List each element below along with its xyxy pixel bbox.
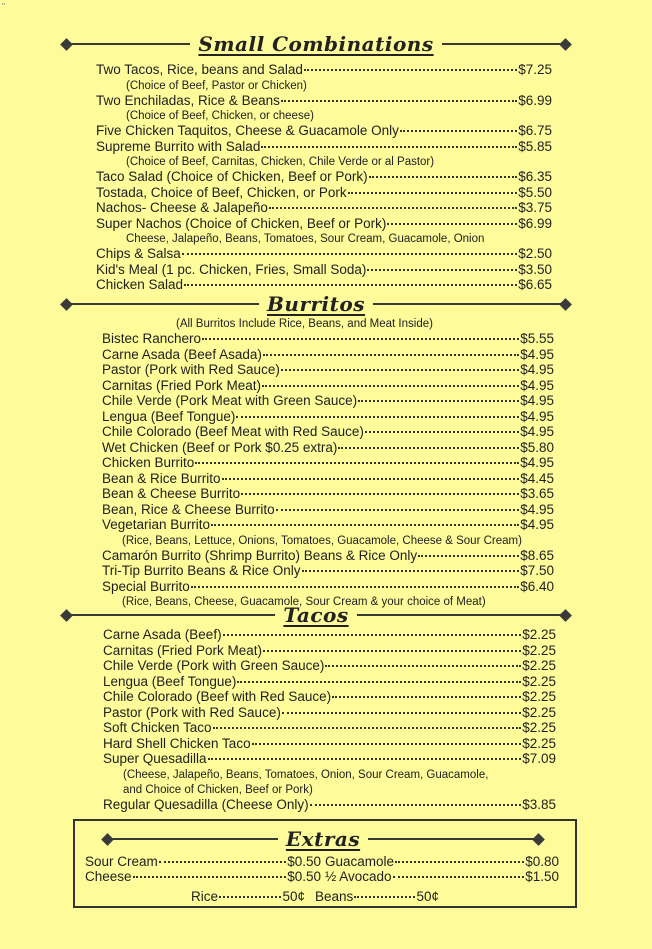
- item-name: Pastor (Pork with Red Sauce): [102, 362, 280, 377]
- item-name: Bean & Rice Burrito: [102, 470, 221, 486]
- divider-rule: [71, 614, 275, 616]
- diamond-right-icon: [559, 38, 572, 51]
- item-price: 50¢: [416, 889, 439, 904]
- item-name: Nachos- Cheese & Jalapeño: [96, 200, 268, 215]
- leader-dots: [418, 555, 519, 557]
- leader-dots: [237, 681, 521, 683]
- divider-rule: [442, 43, 561, 45]
- item-name: Vegetarian Burrito: [102, 517, 211, 532]
- item-note: and Choice of Chicken, Beef or Pork): [123, 783, 313, 796]
- leader-dots: [358, 400, 519, 402]
- menu-item: [102, 440, 554, 455]
- diamond-left-icon: [101, 833, 114, 846]
- item-price: $0.80: [525, 854, 559, 869]
- item-price: $6.65: [518, 277, 552, 292]
- section-title: Tacos: [283, 603, 349, 627]
- item-name: Guacamole: [325, 854, 395, 869]
- item-name: Rice: [191, 889, 219, 904]
- item-price: $8.65: [520, 547, 554, 563]
- item-note: (Choice of Beef, Pastor or Chicken): [126, 79, 307, 92]
- leader-dots: [310, 804, 522, 806]
- item-name: Bistec Ranchero: [102, 331, 202, 346]
- item-price: $6.99: [518, 215, 552, 231]
- menu-item: [96, 200, 552, 215]
- item-price: $6.75: [518, 123, 552, 138]
- leader-dots: [261, 146, 517, 148]
- item-price: $2.50: [518, 246, 552, 261]
- menu-item: [102, 347, 554, 362]
- leader-dots: [282, 712, 521, 714]
- menu-item: [103, 658, 556, 673]
- leader-dots: [332, 696, 521, 698]
- menu-item: [96, 123, 552, 138]
- divider-rule: [357, 614, 561, 616]
- item-name: Chile Verde (Pork with Green Sauce): [103, 658, 325, 673]
- item-price: $4.45: [520, 470, 554, 486]
- item-price: $4.95: [520, 362, 554, 377]
- item-name: Chicken Salad: [96, 277, 184, 292]
- item-price: $4.95: [520, 501, 554, 517]
- extras-item-avocado: [325, 869, 559, 884]
- leader-dots: [263, 354, 519, 356]
- item-note: Cheese, Jalapeño, Beans, Tomatoes, Sour Cream, Guacamole, Onion: [126, 233, 485, 245]
- item-name: Carne Asada (Beef Asada): [102, 346, 262, 362]
- menu-item: [103, 720, 556, 735]
- menu-item: [103, 689, 556, 704]
- diamond-right-icon: [532, 833, 545, 846]
- item-name: Carne Asada (Beef): [103, 627, 222, 642]
- item-price: $2.25: [522, 704, 556, 720]
- menu-item: [102, 378, 554, 393]
- menu-item: [96, 185, 552, 200]
- leader-dots: [281, 369, 519, 371]
- menu-item: [103, 751, 556, 766]
- item-name: Chile Colorado (Beef Meat with Red Sauce): [102, 424, 364, 439]
- divider-rule: [368, 838, 534, 840]
- item-price: $6.99: [518, 92, 552, 108]
- leader-dots: [365, 431, 519, 433]
- leader-dots: [219, 896, 281, 898]
- menu-item: [96, 246, 552, 261]
- menu-item: [102, 517, 554, 532]
- item-name: Camarón Burrito (Shrimp Burrito) Beans & Rice Only: [102, 547, 418, 563]
- item-name: Two Enchiladas, Rice & Beans: [96, 92, 280, 108]
- leader-dots: [223, 634, 522, 636]
- item-name: Chile Verde (Pork Meat with Green Sauce): [102, 393, 358, 408]
- item-name: Hard Shell Chicken Taco: [103, 735, 251, 751]
- leader-dots: [325, 665, 521, 667]
- diamond-left-icon: [60, 298, 73, 311]
- section-title: Small Combinations: [198, 32, 434, 56]
- leader-dots: [213, 727, 522, 729]
- leader-dots: [159, 861, 286, 863]
- diamond-left-icon: [60, 38, 73, 51]
- extras-item-sour-cream: [85, 854, 321, 869]
- menu-item: [103, 643, 556, 658]
- item-name: Five Chicken Taquitos, Cheese & Guacamole Only: [96, 123, 399, 138]
- section-header-tacos: [62, 603, 570, 627]
- item-name: Special Burrito: [102, 578, 190, 594]
- leader-dots: [263, 650, 521, 652]
- item-price: $2.25: [522, 735, 556, 751]
- menu-item: [102, 331, 554, 346]
- leader-dots: [338, 447, 519, 449]
- item-name: Soft Chicken Taco: [103, 720, 212, 735]
- item-price: $0.50: [287, 854, 321, 869]
- item-name: Wet Chicken (Beef or Pork $0.25 extra): [102, 439, 338, 455]
- item-name: Bean, Rice & Cheese Burrito: [102, 501, 275, 517]
- item-name: Two Tacos, Rice, beans and Salad: [96, 62, 303, 77]
- menu-item: [102, 362, 554, 377]
- item-name: Lengua (Beef Tongue): [103, 673, 237, 689]
- leader-dots: [202, 338, 519, 340]
- menu-item: [96, 139, 552, 154]
- corner-mark: '': [2, 2, 6, 11]
- item-price: $2.25: [522, 673, 556, 689]
- menu-item: [96, 62, 552, 77]
- item-price: $4.95: [520, 377, 554, 393]
- item-name: Supreme Burrito with Salad: [96, 138, 261, 154]
- item-name: Tostada, Choice of Beef, Chicken, or Pork: [96, 184, 347, 200]
- diamond-right-icon: [559, 298, 572, 311]
- leader-dots: [393, 876, 525, 878]
- menu-item: [103, 736, 556, 751]
- divider-rule: [373, 303, 561, 305]
- item-note: (Choice of Beef, Carnitas, Chicken, Chile Verde or al Pastor): [126, 156, 435, 168]
- item-price: $7.50: [520, 563, 554, 578]
- leader-dots: [184, 284, 517, 286]
- leader-dots: [191, 586, 519, 588]
- leader-dots: [369, 176, 518, 178]
- item-name: Taco Salad (Choice of Chicken, Beef or Pork): [96, 169, 368, 184]
- item-price: $4.95: [520, 517, 554, 532]
- divider-rule: [71, 43, 190, 45]
- item-price: $2.25: [522, 642, 556, 658]
- item-name: Carnitas (Fried Pork Meat): [102, 377, 262, 393]
- menu-item: [102, 502, 554, 517]
- item-name: Super Quesadilla: [103, 751, 207, 766]
- item-name: Kid's Meal (1 pc. Chicken, Fries, Small Soda): [96, 261, 367, 277]
- item-price: $5.50: [518, 184, 552, 200]
- menu-item: [103, 797, 556, 812]
- extras-item-guacamole: [325, 854, 559, 869]
- item-name: Chicken Burrito: [102, 455, 195, 470]
- item-price: $6.40: [520, 578, 554, 594]
- menu-item: [102, 486, 554, 501]
- menu-item: [102, 471, 554, 486]
- item-price: $7.09: [522, 751, 556, 766]
- section-title: Extras: [285, 827, 361, 851]
- item-price: $5.85: [518, 138, 552, 154]
- leader-dots: [211, 524, 519, 526]
- item-price: $6.35: [518, 169, 552, 184]
- menu-item: [96, 216, 552, 231]
- item-price: $4.95: [520, 393, 554, 408]
- item-price: $3.85: [522, 796, 556, 812]
- leader-dots: [367, 269, 517, 271]
- section-header-small-combinations: [62, 32, 570, 56]
- item-price: $3.75: [518, 200, 552, 215]
- item-note: (Rice, Beans, Lettuce, Onions, Tomatoes, Guacamole, Cheese & Sour Cream): [122, 534, 522, 547]
- burritos-intro: (All Burritos Include Rice, Beans, and Meat Inside): [176, 318, 433, 330]
- leader-dots: [252, 743, 522, 745]
- leader-dots: [302, 570, 520, 572]
- menu-item: [96, 93, 552, 108]
- leader-dots: [304, 69, 517, 71]
- extras-item-rice: [191, 889, 305, 904]
- section-header-extras: [103, 827, 543, 851]
- item-name: Tri-Tip Burrito Beans & Rice Only: [102, 563, 301, 578]
- item-name: Carnitas (Fried Pork Meat): [103, 642, 263, 658]
- item-price: $2.25: [522, 658, 556, 673]
- diamond-right-icon: [559, 609, 572, 622]
- item-name: ½ Avocado: [325, 869, 392, 884]
- leader-dots: [269, 207, 517, 209]
- leader-dots: [387, 223, 517, 225]
- diamond-left-icon: [60, 609, 73, 622]
- menu-item: [102, 393, 554, 408]
- extras-item-cheese: [85, 869, 321, 884]
- menu-item: [103, 627, 556, 642]
- item-price: $7.25: [518, 62, 552, 77]
- leader-dots: [348, 192, 518, 194]
- item-name: Pastor (Pork with Red Sauce): [103, 704, 281, 720]
- item-price: $3.50: [518, 261, 552, 277]
- leader-dots: [222, 478, 520, 480]
- menu-item: [102, 579, 554, 594]
- menu-item: [96, 277, 552, 292]
- item-name: Lengua (Beef Tongue): [102, 408, 236, 424]
- item-note: (Choice of Beef, Chicken, or cheese): [126, 110, 314, 122]
- item-price: $4.95: [520, 346, 554, 362]
- leader-dots: [208, 758, 522, 760]
- item-price: $3.65: [520, 486, 554, 501]
- item-price: $2.25: [522, 720, 556, 735]
- menu-item: [102, 424, 554, 439]
- item-note: (Rice, Beans, Cheese, Guacamole, Sour Cream & your choice of Meat): [122, 596, 486, 608]
- menu-item: [102, 409, 554, 424]
- item-price: $5.80: [520, 439, 554, 455]
- leader-dots: [241, 493, 519, 495]
- item-note: (Cheese, Jalapeño, Beans, Tomatoes, Onion, Sour Cream, Guacamole,: [123, 768, 489, 781]
- leader-dots: [281, 100, 517, 102]
- item-price: $4.95: [520, 408, 554, 424]
- menu-item: [103, 674, 556, 689]
- leader-dots: [262, 385, 519, 387]
- leader-dots: [400, 130, 517, 132]
- item-price: $5.55: [520, 331, 554, 346]
- item-name: Regular Quesadilla (Cheese Only): [103, 796, 309, 812]
- divider-rule: [71, 303, 259, 305]
- section-header-burritos: [62, 292, 570, 316]
- leader-dots: [354, 896, 415, 898]
- item-name: Bean & Cheese Burrito: [102, 486, 241, 501]
- leader-dots: [236, 416, 519, 418]
- item-price: $4.95: [520, 424, 554, 439]
- item-name: Super Nachos (Choice of Chicken, Beef or Pork): [96, 215, 387, 231]
- item-price: 50¢: [282, 889, 305, 904]
- leader-dots: [276, 509, 520, 511]
- leader-dots: [195, 462, 519, 464]
- item-price: $0.50: [287, 869, 321, 884]
- item-price: $4.95: [520, 455, 554, 470]
- item-price: $2.25: [522, 689, 556, 704]
- item-name: Chips & Salsa: [96, 246, 181, 261]
- item-name: Sour Cream: [85, 854, 158, 869]
- extras-box: [73, 819, 577, 908]
- item-name: Cheese: [85, 869, 132, 884]
- item-name: Beans: [315, 889, 354, 904]
- menu-item: [96, 169, 552, 184]
- extras-item-beans: [315, 889, 439, 904]
- menu-item: [103, 705, 556, 720]
- menu-item: [96, 262, 552, 277]
- divider-rule: [112, 838, 278, 840]
- leader-dots: [133, 876, 287, 878]
- leader-dots: [182, 253, 517, 255]
- item-price: $1.50: [525, 869, 559, 884]
- section-title: Burritos: [267, 292, 365, 316]
- leader-dots: [395, 861, 524, 863]
- menu-item: [102, 563, 554, 578]
- item-name: Chile Colorado (Beef with Red Sauce): [103, 689, 332, 704]
- item-price: $2.25: [522, 627, 556, 642]
- menu-item: [102, 455, 554, 470]
- menu-item: [102, 548, 554, 563]
